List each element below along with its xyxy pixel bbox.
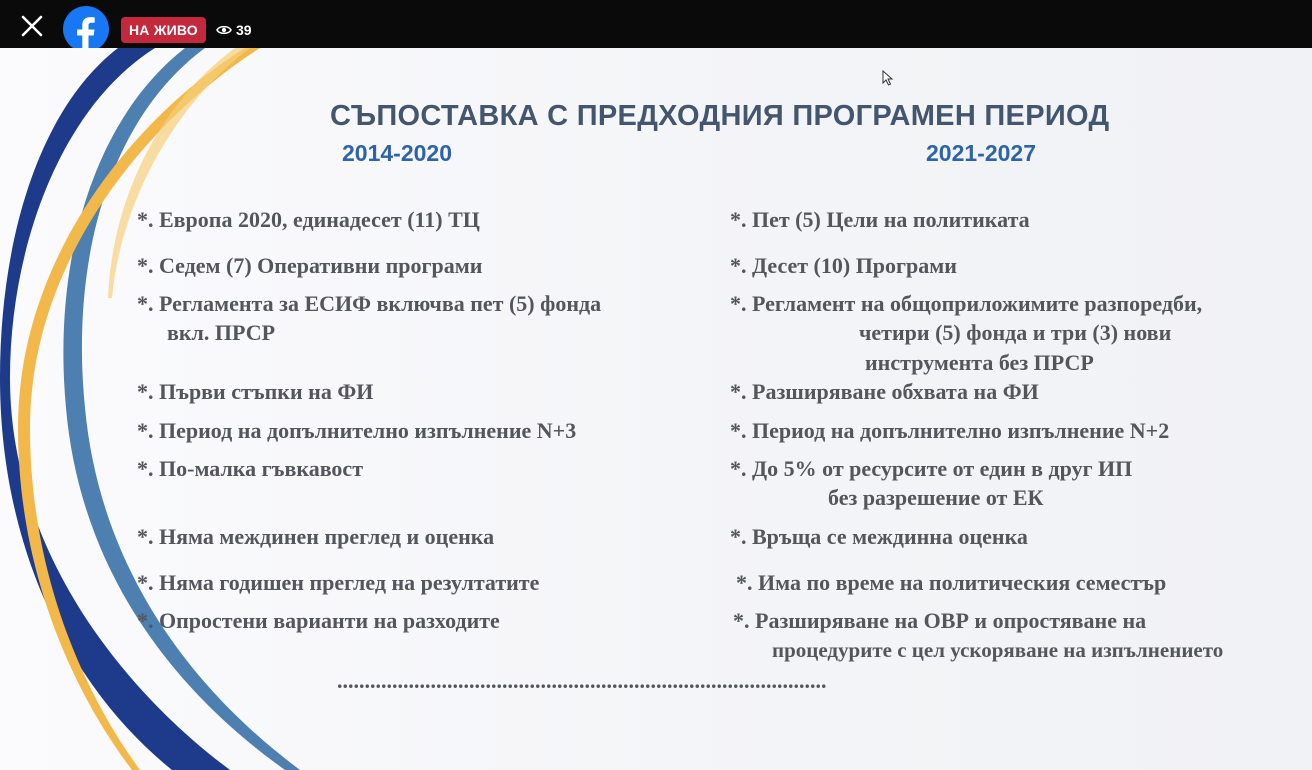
right-item-continued: четири (5) фонда и три (3) нови xyxy=(859,320,1172,345)
right-item-continued: процедурите с цел ускоряване на изпълнението xyxy=(772,638,1224,662)
left-item: *. Период на допълнително изпълнение N+3 xyxy=(137,418,577,443)
left-item: *. Първи стъпки на ФИ xyxy=(137,379,374,404)
left-item: *. Седем (7) Оперативни програми xyxy=(137,253,483,278)
left-item: *. Регламента за ЕСИФ включва пет (5) фонда xyxy=(137,291,602,316)
mouse-cursor-icon xyxy=(882,70,894,86)
presentation-slide xyxy=(0,48,1312,770)
left-period: 2014-2020 xyxy=(342,140,452,166)
right-period: 2021-2027 xyxy=(926,140,1036,166)
slide-title: СЪПОСТАВКА С ПРЕДХОДНИЯ ПРОГРАМЕН ПЕРИОД xyxy=(330,100,1110,132)
left-item: *. Европа 2020, единадесет (11) ТЦ xyxy=(137,207,480,232)
left-item: *. Няма годишен преглед на резултатите xyxy=(137,570,540,595)
right-item: *. Има по време на политическия семестър xyxy=(736,570,1167,595)
right-item: *. Разширяване на ОВР и опростяване на xyxy=(733,608,1147,633)
right-item: *. Регламент на общоприложимите разпоредби, xyxy=(730,291,1203,316)
left-item-continued: вкл. ПРСР xyxy=(167,320,276,345)
right-item-continued: инструмента без ПРСР xyxy=(865,350,1094,375)
live-badge: НА ЖИВО xyxy=(121,17,206,43)
right-item: *. Десет (10) Програми xyxy=(730,253,957,278)
right-item: *. До 5% от ресурсите от един в друг ИП xyxy=(730,456,1133,481)
right-item: *. Период на допълнително изпълнение N+2 xyxy=(730,418,1170,443)
right-item: *. Връща се междинна оценка xyxy=(730,524,1028,549)
close-icon[interactable] xyxy=(18,12,46,40)
right-item: *. Разширяване обхвата на ФИ xyxy=(730,379,1039,404)
right-item-continued: без разрешение от ЕК xyxy=(828,485,1044,510)
facebook-logo-icon[interactable] xyxy=(63,6,109,52)
left-item: *. Няма междинен преглед и оценка xyxy=(137,524,495,549)
eye-icon xyxy=(216,24,232,36)
live-video-topbar xyxy=(0,0,1312,48)
left-item: *. Опростени варианти на разходите xyxy=(137,608,500,633)
left-item: *. По-малка гъвкавост xyxy=(137,456,363,481)
viewer-count xyxy=(216,20,252,40)
right-item: *. Пет (5) Цели на политиката xyxy=(730,207,1030,232)
viewer-count-value: 39 xyxy=(236,22,252,38)
ellipsis-line: ......................................................................................... xyxy=(337,668,827,693)
